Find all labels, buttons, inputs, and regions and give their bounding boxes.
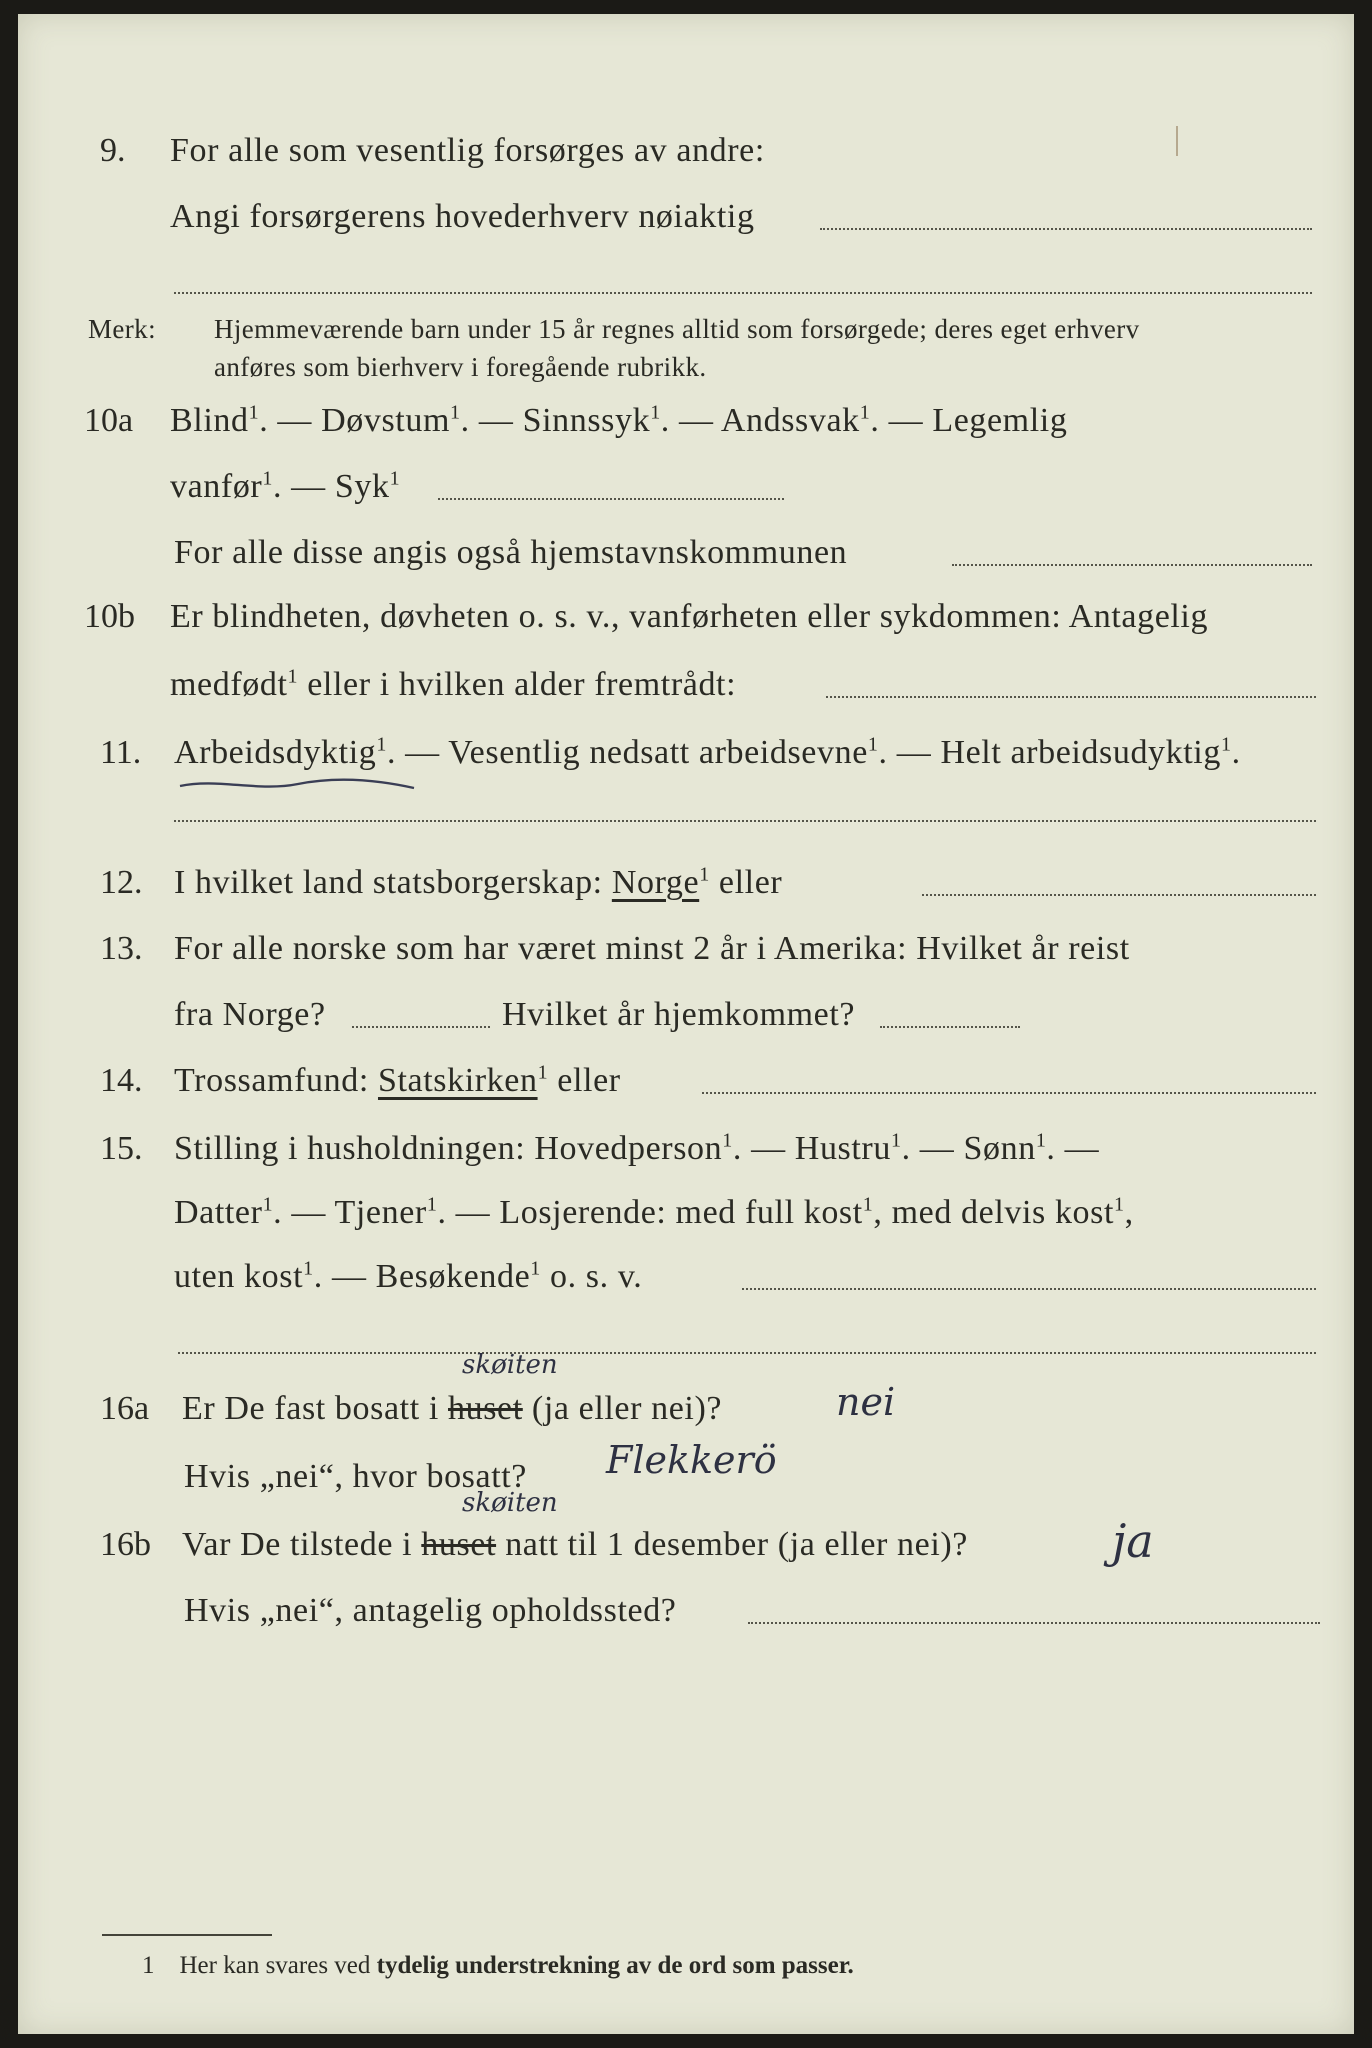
q10a-number: 10a [84,402,134,439]
q10a-answer-line[interactable] [438,498,784,500]
q15-number: 15. [100,1130,143,1167]
q10a-line-2: vanfør$^1$. — Syk$^1$ [170,467,401,505]
option-helt-arbeidsudyktig[interactable]: Helt arbeidsudyktig [940,734,1221,771]
paper-mark [1176,126,1178,156]
option-full-kost[interactable]: Losjerende: med full kost [499,1194,863,1231]
q11-number: 11. [100,734,142,771]
note-line-1: Hjemmeværende barn under 15 år regnes alltid som forsørgede; deres eget erhverv [214,314,1140,344]
q9-number: 9. [100,132,126,169]
q16a-number: 16a [100,1390,150,1427]
option-uten-kost[interactable]: uten kost [174,1258,304,1295]
footnote: 1 Her kan svares ved tydelig understrekning av de ord som passer. [142,1952,854,1979]
q14-line: Trossamfund: Statskirken$^1$ eller [174,1061,621,1099]
handwritten-answer-ja: ja [1112,1514,1154,1568]
q10b-line-2: medfødt$^1$ eller i hvilken alder fremtrådt: [170,665,737,703]
q9-answer-line-1[interactable] [820,228,1312,230]
option-hustru[interactable]: Hustru [794,1130,891,1167]
handwritten-skoiten-16b: skøiten [462,1488,558,1518]
option-norge[interactable]: Norge [611,864,700,901]
option-medfodt[interactable]: medfødt [170,666,288,703]
handwritten-underline-arbeidsdyktig [178,776,418,794]
q16b-number: 16b [100,1526,151,1563]
q16a-line-1: Er De fast bosatt i huset (ja eller nei)? [182,1390,723,1427]
q9-line-2: Angi forsørgerens hovederhverv nøiaktig [170,198,755,235]
option-delvis-kost[interactable]: med delvis kost [891,1194,1115,1231]
option-legemlig[interactable]: Legemlig [932,402,1068,439]
option-arbeidsdyktig[interactable]: Arbeidsdyktig [174,734,377,771]
q15-line-1: Stilling i husholdningen: Hovedperson$^1$. — Hustru$^1$. — Sønn$^1$. — [174,1129,1100,1167]
struck-huset-16a: huset [448,1390,523,1427]
q13-line-1: For alle norske som har været minst 2 år i Amerika: Hvilket år reist [174,930,1130,967]
q10a-hjemstavn-line[interactable] [952,564,1312,566]
q15-answer-line-1[interactable] [742,1288,1316,1290]
option-tjener[interactable]: Tjener [334,1194,427,1231]
census-form-page [18,14,1354,2034]
q16b-answer-line[interactable] [748,1622,1320,1624]
q14-number: 14. [100,1062,143,1099]
option-andssvak[interactable]: Andssvak [720,402,860,439]
note-label: Merk: [88,314,156,344]
q16a-line-2: Hvis „nei“, hvor bosatt? [184,1458,527,1495]
option-besokende[interactable]: Besøkende [375,1258,531,1295]
option-dovstum[interactable]: Døvstum [321,402,451,439]
q14-answer-line[interactable] [702,1092,1316,1094]
struck-huset-16b: huset [421,1526,497,1563]
q11-line: Arbeidsdyktig$^1$. — Vesentlig nedsatt arbeidsevne$^1$. — Helt arbeidsudyktig$^1$. [174,733,1241,771]
q13-reist-answer[interactable] [352,1026,490,1028]
q12-number: 12. [100,864,143,901]
footnote-rule [102,1934,272,1936]
q12-answer-line[interactable] [922,894,1316,896]
q9-line-1: For alle som vesentlig forsørges av andre: [170,132,765,169]
handwritten-answer-nei: nei [836,1380,896,1424]
q10a-line-3: For alle disse angis også hjemstavnskommunen [174,534,848,571]
q12-line: I hvilket land statsborgerskap: Norge$^1$ eller [174,863,783,901]
option-blind[interactable]: Blind [170,402,249,439]
handwritten-skoiten-16a: skøiten [462,1350,558,1380]
q15-answer-line-2[interactable] [178,1352,1316,1354]
option-hovedperson[interactable]: Hovedperson [534,1130,723,1167]
q15-line-2: Datter$^1$. — Tjener$^1$. — Losjerende: med full kost$^1$, med delvis kost$^1$, [174,1193,1134,1231]
handwritten-place-flekkero: Flekkerö [606,1438,777,1482]
q9-answer-line-2[interactable] [174,292,1312,294]
q13-line-2a: fra Norge? [174,996,326,1033]
q10b-number: 10b [84,598,135,635]
q13-line-2b: Hvilket år hjemkommet? [502,996,856,1033]
option-nedsatt-arbeidsevne[interactable]: Vesentlig nedsatt arbeidsevne [448,734,868,771]
note-line-2: anføres som bierhverv i foregående rubrikk. [214,352,707,382]
option-statskirken[interactable]: Statskirken [377,1062,538,1099]
option-syk[interactable]: Syk [334,468,390,505]
option-sinnssyk[interactable]: Sinnssyk [522,402,651,439]
q16b-line-2: Hvis „nei“, antagelig opholdssted? [184,1592,677,1629]
q10a-line-1: Blind$^1$. — Døvstum$^1$. — Sinnssyk$^1$. — Andssvak$^1$. — Legemlig [170,401,1068,439]
option-datter[interactable]: Datter [174,1194,263,1231]
q13-hjemkommet-answer[interactable] [880,1026,1020,1028]
option-vanfor[interactable]: vanfør [170,468,263,505]
q11-answer-line[interactable] [174,820,1316,822]
q10b-line-1: Er blindheten, døvheten o. s. v., vanførheten eller sykdommen: Antagelig [170,598,1209,635]
q15-line-3: uten kost$^1$. — Besøkende$^1$ o. s. v. [174,1257,643,1295]
q16b-line-1: Var De tilstede i huset natt til 1 desember (ja eller nei)? [182,1526,968,1563]
q10b-answer-line[interactable] [826,696,1316,698]
option-sonn[interactable]: Sønn [963,1130,1036,1167]
q13-number: 13. [100,930,143,967]
